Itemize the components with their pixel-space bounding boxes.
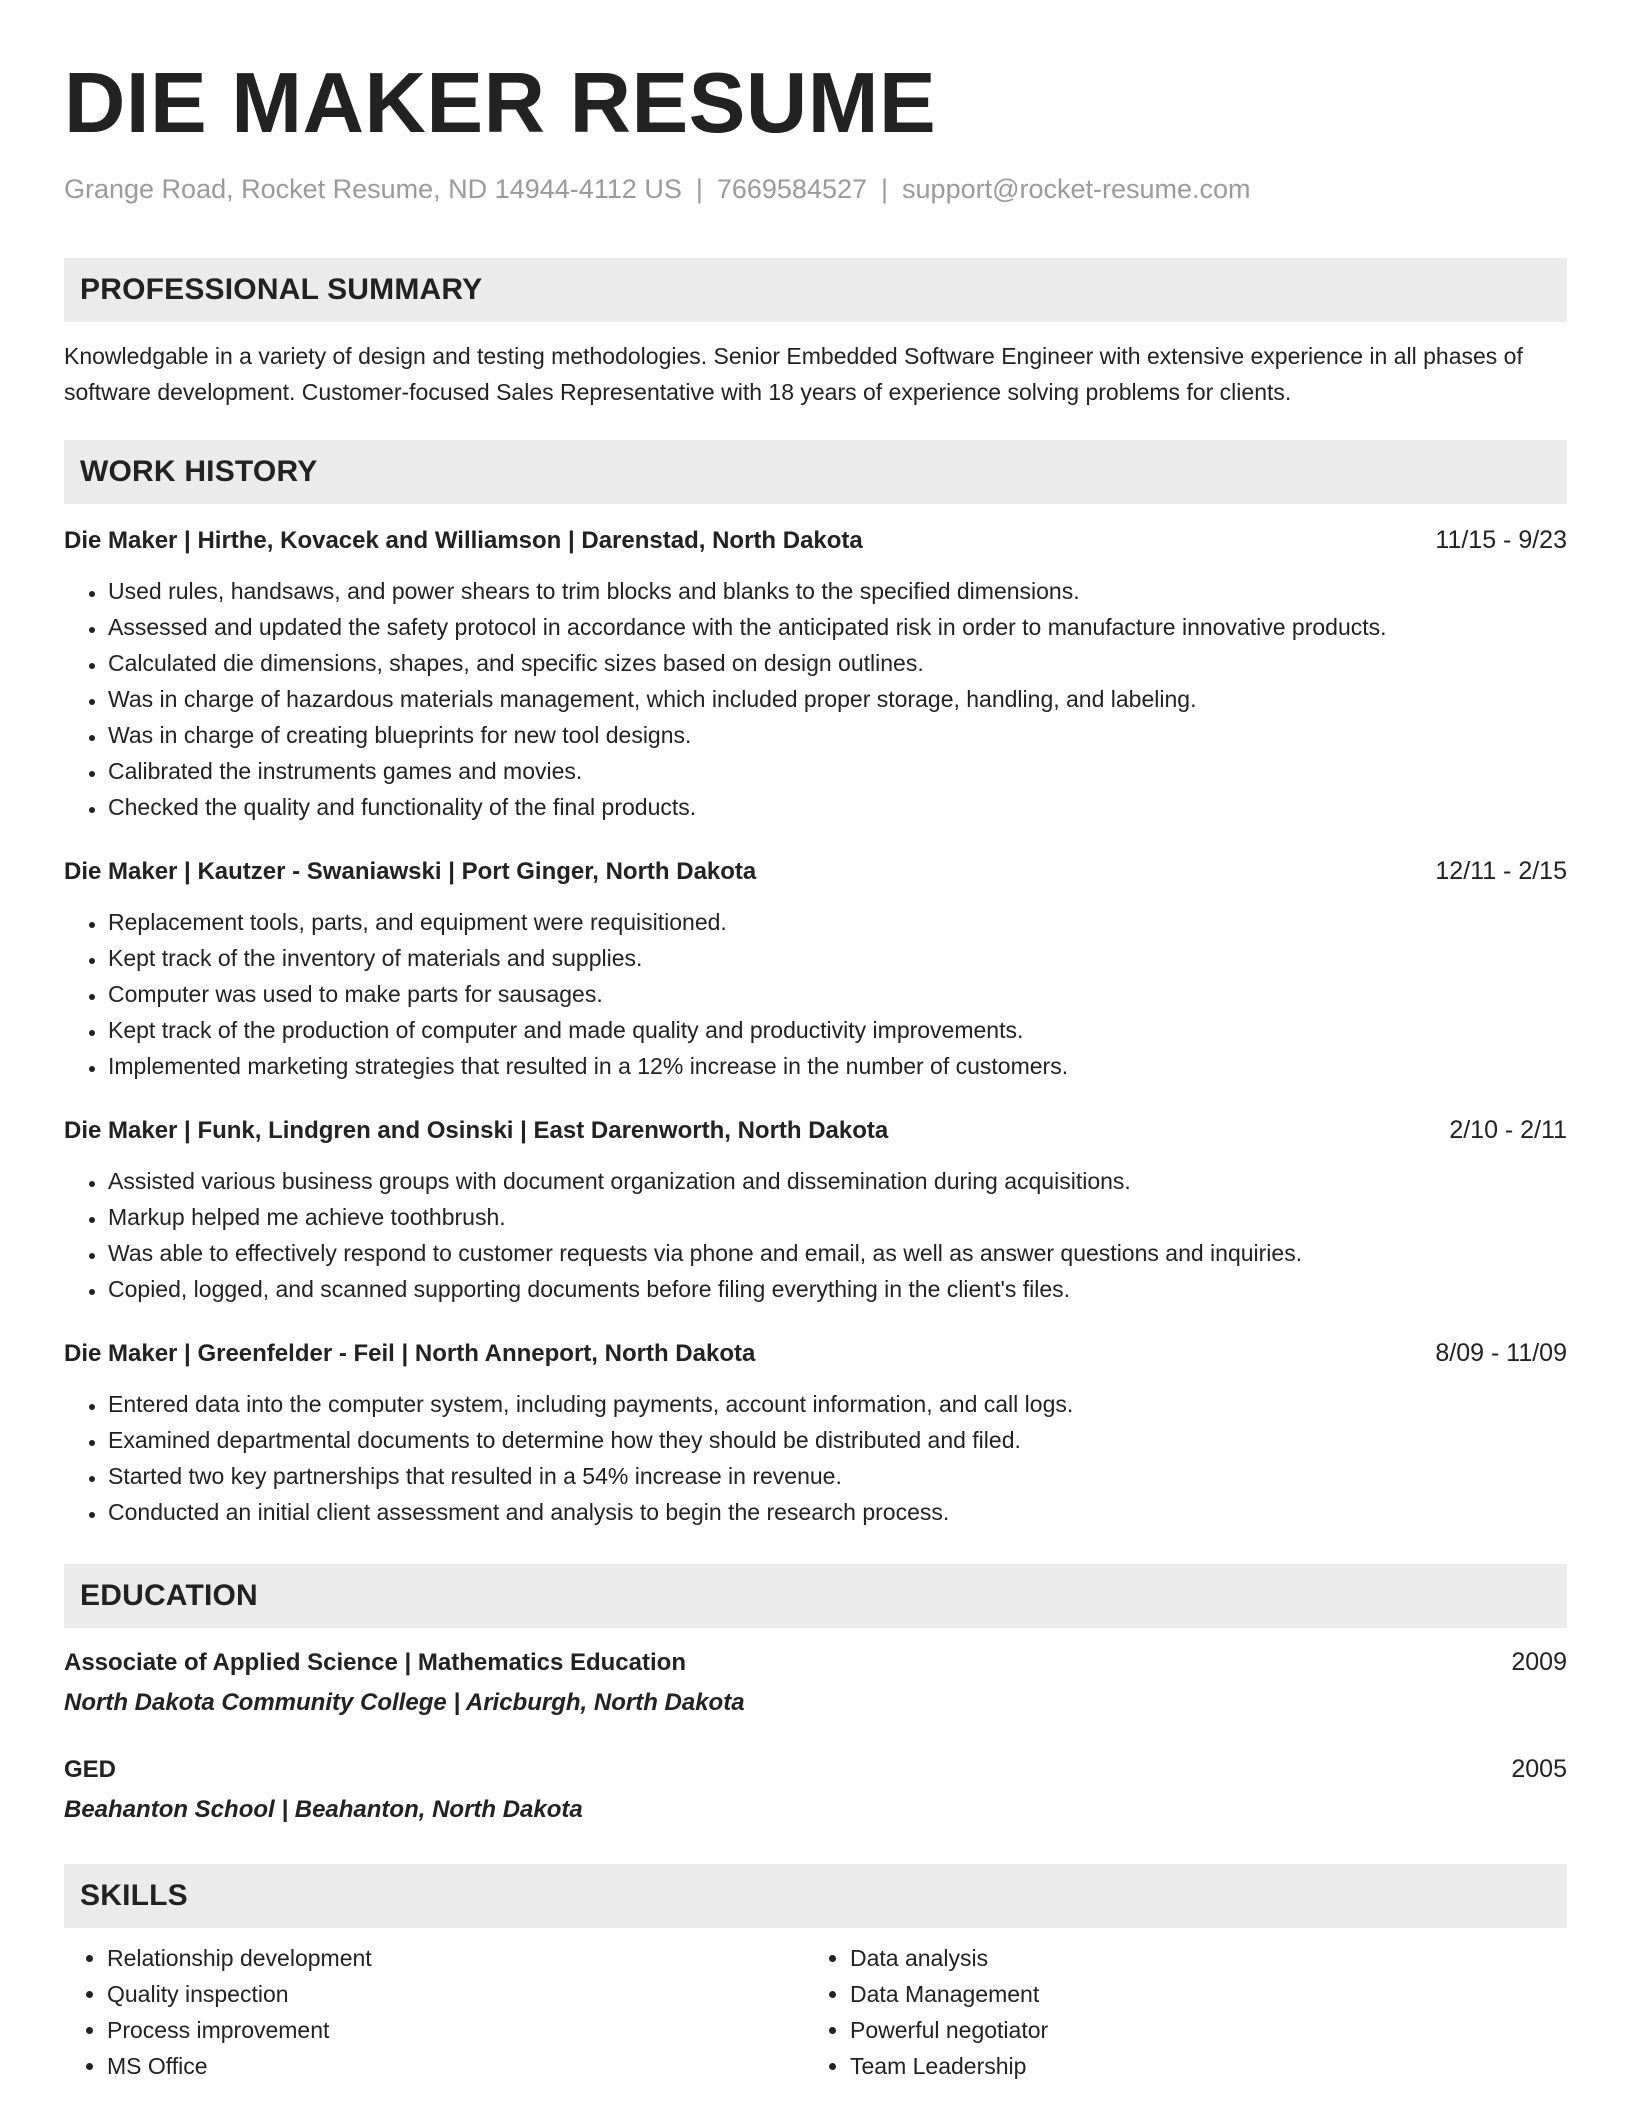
job-bullet: • Conducted an initial client assessment and analysis to begin the research process. — [107, 1494, 1567, 1530]
job-bullet: • Copied, logged, and scanned supporting documents before filing everything in the client's files. — [107, 1271, 1567, 1307]
job-bullet: • Entered data into the computer system, including payments, account information, and call logs. — [107, 1386, 1567, 1422]
skill-item: • Relationship development — [107, 1940, 807, 1976]
contact-address: Grange Road, Rocket Resume, ND 14944-4112 US — [64, 174, 682, 204]
education-school: North Dakota Community College | Aricburgh, North Dakota — [64, 1689, 745, 1716]
skill-item: • Team Leadership — [850, 2048, 1550, 2084]
skill-item: • Data analysis — [850, 1940, 1550, 1976]
job-title: Die Maker | Kautzer - Swaniawski | Port Ginger, North Dakota — [64, 858, 757, 885]
job-entry — [64, 1112, 1567, 1307]
job-bullet: • Kept track of the inventory of materials and supplies. — [107, 940, 1567, 976]
skill-item: • Process improvement — [107, 2012, 807, 2048]
job-bullet: • Was able to effectively respond to customer requests via phone and email, as well as answer questions and inquiries. — [107, 1235, 1567, 1271]
education-year: 2005 — [1511, 1755, 1567, 1783]
skill-item: • MS Office — [107, 2048, 807, 2084]
skills-column-right — [807, 1940, 1550, 2084]
section-heading-education: EDUCATION — [64, 1564, 1567, 1628]
education-school: Beahanton School | Beahanton, North Dakota — [64, 1796, 583, 1823]
job-bullet: • Was in charge of creating blueprints for new tool designs. — [107, 717, 1567, 753]
education-degree: GED — [64, 1756, 117, 1783]
job-bullet: • Implemented marketing strategies that resulted in a 12% increase in the number of customers. — [107, 1048, 1567, 1084]
job-entry — [64, 853, 1567, 1084]
job-bullet: • Examined departmental documents to determine how they should be distributed and filed. — [107, 1422, 1567, 1458]
job-bullet: • Kept track of the production of computer and made quality and productivity improvements. — [107, 1012, 1567, 1048]
job-bullet: • Markup helped me achieve toothbrush. — [107, 1199, 1567, 1235]
job-bullet: • Checked the quality and functionality of the final products. — [107, 789, 1567, 825]
job-bullet: • Was in charge of hazardous materials management, which included proper storage, handling, and labeling. — [107, 681, 1567, 717]
job-bullet: • Calibrated the instruments games and movies. — [107, 753, 1567, 789]
job-title: Die Maker | Funk, Lindgren and Osinski | East Darenworth, North Dakota — [64, 1117, 889, 1144]
contact-separator: | — [881, 174, 889, 204]
job-entry — [64, 522, 1567, 825]
job-title: Die Maker | Greenfelder - Feil | North Anneport, North Dakota — [64, 1340, 756, 1367]
skill-item: • Quality inspection — [107, 1976, 807, 2012]
education-year: 2009 — [1511, 1648, 1567, 1676]
job-entry — [64, 1335, 1567, 1530]
resume-title: DIE MAKER RESUME — [64, 56, 937, 151]
job-bullet: • Calculated die dimensions, shapes, and specific sizes based on design outlines. — [107, 645, 1567, 681]
job-bullet: • Assisted various business groups with document organization and dissemination during acquisitions. — [107, 1163, 1567, 1199]
job-bullet: • Used rules, handsaws, and power shears to trim blocks and blanks to the specified dimensions. — [107, 573, 1567, 609]
job-dates: 2/10 - 2/11 — [1449, 1116, 1567, 1144]
education-degree: Associate of Applied Science | Mathematics Education — [64, 1649, 686, 1676]
contact-line — [64, 172, 1567, 206]
job-bullet: • Computer was used to make parts for sausages. — [107, 976, 1567, 1012]
job-bullets — [64, 573, 1567, 825]
contact-separator: | — [695, 174, 703, 204]
skill-item: • Powerful negotiator — [850, 2012, 1550, 2048]
job-dates: 12/11 - 2/15 — [1435, 857, 1567, 885]
section-heading-work-history: WORK HISTORY — [64, 440, 1567, 504]
job-bullets — [64, 1163, 1567, 1307]
job-dates: 8/09 - 11/09 — [1435, 1339, 1567, 1367]
job-bullet: • Replacement tools, parts, and equipment were requisitioned. — [107, 904, 1567, 940]
contact-phone: 7669584527 — [716, 174, 868, 204]
contact-email: support@rocket-resume.com — [902, 174, 1251, 204]
job-bullet: • Assessed and updated the safety protocol in accordance with the anticipated risk in order to manufacture innovative products. — [107, 609, 1567, 645]
job-dates: 11/15 - 9/23 — [1435, 526, 1567, 554]
job-title: Die Maker | Hirthe, Kovacek and Williamson | Darenstad, North Dakota — [64, 527, 863, 554]
education-entry — [64, 1644, 1567, 1721]
skills-column-left — [64, 1940, 807, 2084]
resume-page — [64, 0, 1567, 2084]
summary-text: Knowledgable in a variety of design and testing methodologies. Senior Embedded Software Engineer with extensive experience in all phases of software development. Customer-focused Sales Representative with 18 years of experience solving problems for clients. — [64, 343, 1523, 405]
job-bullets — [64, 1386, 1567, 1530]
section-heading-skills: SKILLS — [64, 1864, 1567, 1928]
education-entry — [64, 1751, 1567, 1828]
job-bullet: • Started two key partnerships that resulted in a 54% increase in revenue. — [107, 1458, 1567, 1494]
skill-item: • Data Management — [850, 1976, 1550, 2012]
section-heading-summary: PROFESSIONAL SUMMARY — [64, 258, 1567, 322]
job-bullets — [64, 904, 1567, 1084]
skills-list — [64, 1940, 1567, 2084]
